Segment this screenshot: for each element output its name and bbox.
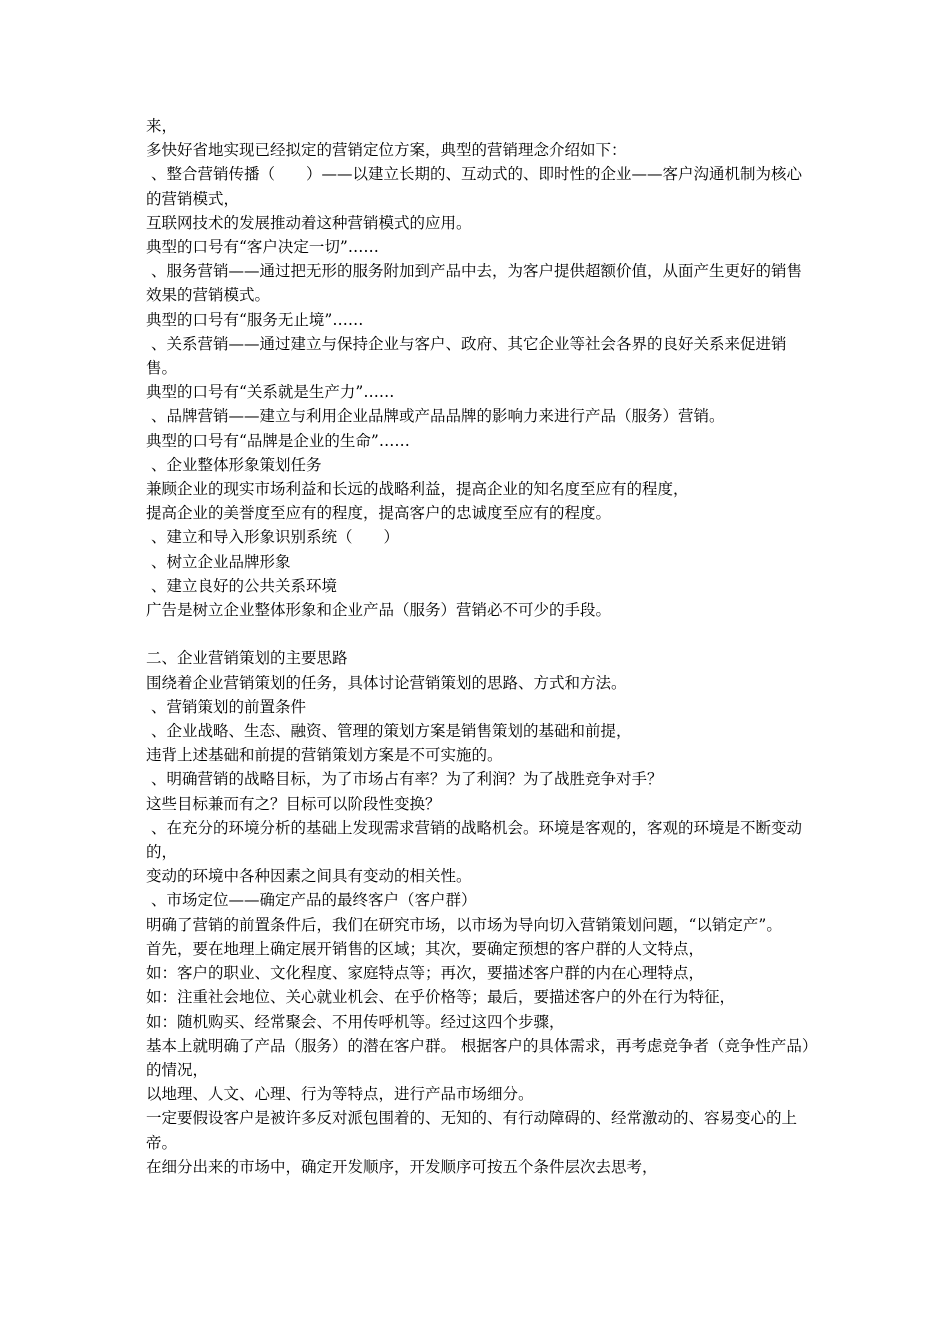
paragraph-7: 典型的口号有“服务无止境”…… [146,310,364,329]
paragraph-27: 、在充分的环境分析的基础上发现需求营销的战略机会。环境是客观的，客观的环境是不断变动的， [146,818,802,862]
paragraph-15: 、建立和导入形象识别系统（ ） [146,528,399,547]
paragraph-8: 、关系营销——通过建立与保持企业与客户、政府、其它企业等社会各界的良好关系来促进销售。 [146,334,787,378]
paragraph-25: 、明确营销的战略目标，为了市场占有率？为了利润？为了战胜竞争对手？ [146,770,663,789]
paragraph-13: 兼顾企业的现实市场利益和长远的战略利益，提高企业的知名度至应有的程度， [146,480,689,499]
paragraph-22: 、营销策划的前置条件 [146,697,306,716]
paragraph-28: 变动的环境中各种因素之间具有变动的相关性。 [146,867,472,886]
paragraph-30: 明确了营销的前置条件后，我们在研究市场，以市场为导向切入营销策划问题，“以销定产”。 [146,915,782,934]
paragraph-37: 一定要假设客户是被许多反对派包围着的、无知的、有行动障碍的、经常激动的、容易变心的上帝。 [146,1109,798,1152]
paragraph-2: 多快好省地实现已经拟定的营销定位方案，典型的营销理念介绍如下： [146,141,627,160]
paragraph-5: 典型的口号有“客户决定一切”…… [146,238,379,257]
paragraph-6: 、服务营销——通过把无形的服务附加到产品中去，为客户提供超额价值，从面产生更好的销售效果的营销模式。 [146,262,802,305]
paragraph-36: 以地理、人文、心理、行为等特点，进行产品市场细分。 [146,1085,534,1104]
section-heading: 二、企业营销策划的主要思路 [146,649,348,668]
paragraph-18: 广告是树立企业整体形象和企业产品（服务）营销必不可少的手段。 [146,601,612,620]
paragraph-34: 如：随机购买、经常聚会、不用传呼机等。经过这四个步骤， [146,1012,565,1031]
paragraph-4: 互联网技术的发展推动着这种营销模式的应用。 [146,213,472,232]
paragraph-24: 违背上述基础和前提的营销策划方案是不可实施的。 [146,746,503,765]
paragraph-31: 首先，要在地理上确定展开销售的区域；其次，要确定预想的客户群的人文特点， [146,939,705,958]
paragraph-38: 在细分出来的市场中，确定开发顺序，开发顺序可按五个条件层次去思考， [146,1157,658,1176]
paragraph-9: 典型的口号有“关系就是生产力”…… [146,383,395,402]
document-body [146,114,812,1179]
paragraph-12: 、企业整体形象策划任务 [146,455,322,474]
paragraph-26: 这些目标兼而有之？目标可以阶段性变换？ [146,794,441,813]
paragraph-33: 如：注重社会地位、关心就业机会、在乎价格等；最后，要描述客户的外在行为特征， [146,988,736,1007]
paragraph-16: 、树立企业品牌形象 [146,552,291,571]
paragraph-29: 、市场定位——确定产品的最终客户（客户群） [146,891,477,910]
paragraph-14: 提高企业的美誉度至应有的程度，提高客户的忠诚度至应有的程度。 [146,504,612,523]
blank-line [146,622,812,646]
paragraph-23: 、企业战略、生态、融资、管理的策划方案是销售策划的基础和前提， [146,722,632,741]
paragraph-17: 、建立良好的公共关系环境 [146,576,337,595]
paragraph-32: 如：客户的职业、文化程度、家庭特点等；再次，要描述客户群的内在心理特点， [146,964,705,983]
paragraph-1: 来， [146,117,178,135]
paragraph-3: 、整合营销传播（ ）——以建立长期的、互动式的、即时性的企业——客户沟通机制为核心的营销模式， [146,165,802,208]
paragraph-11: 典型的口号有“品牌是企业的生命”…… [146,431,410,450]
paragraph-35: 基本上就明确了产品（服务）的潜在客户群。 根据客户的具体需求，再考虑竞争者（竞争性产品）的情况， [146,1036,810,1079]
paragraph-10: 、品牌营销——建立与利用企业品牌或产品品牌的影响力来进行产品（服务）营销。 [146,407,725,426]
paragraph-21: 围绕着企业营销策划的任务，具体讨论营销策划的思路、方式和方法。 [146,673,627,692]
